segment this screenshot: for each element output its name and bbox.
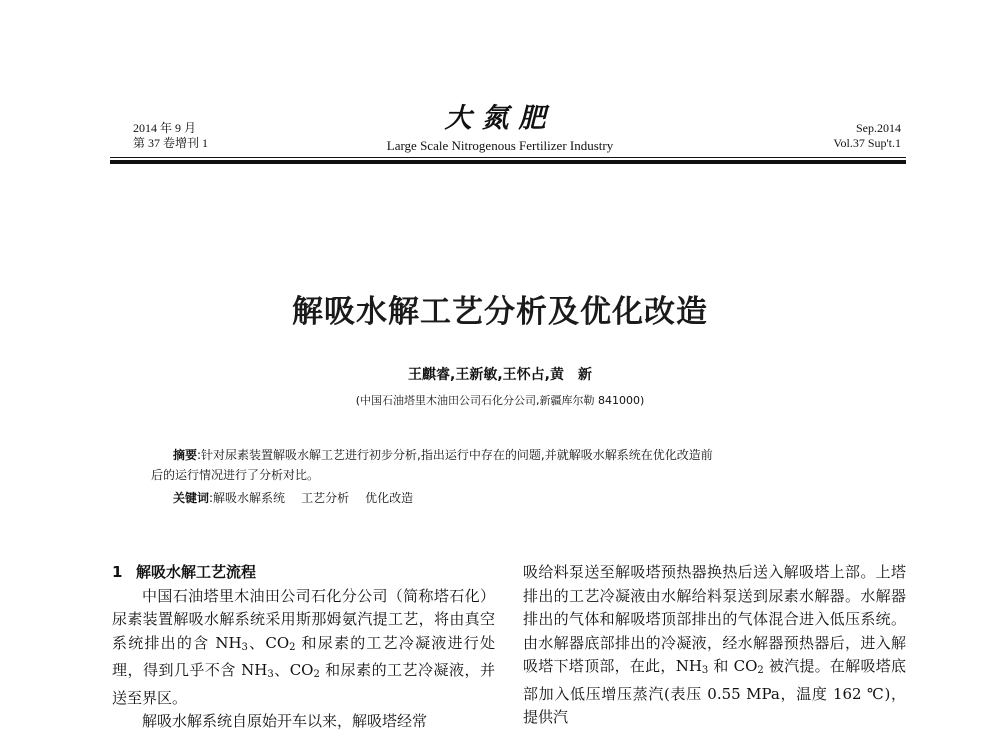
- volume-cn: 第 37 卷增刊 1: [133, 136, 209, 150]
- volume-en: Vol.37 Sup't.1: [833, 136, 901, 150]
- abstract-block: [151, 445, 871, 508]
- keyword-1: :解吸水解系统: [209, 491, 286, 505]
- abstract-text-1: :针对尿素装置解吸水解工艺进行初步分析,指出运行中存在的问题,并就解吸水解系统在优化改造前: [197, 448, 713, 462]
- issue-date-cn: 2014 年 9 月: [133, 121, 197, 135]
- body-paragraph-1: 中国石油塔里木油田公司石化分公司（简称塔石化）尿素装置解吸水解系统采用斯那姆氨汽提工艺，将由真空系统排出的含 $NH_3$、$CO_2$ 和尿素的工艺冷凝液进行处理，得到几乎不含 $NH_3$、$CO_2$ 和尿素的工艺冷凝液，并送至界区。: [112, 586, 495, 707]
- abstract-line-1: [151, 445, 871, 465]
- section-title: 解吸水解工艺流程: [136, 563, 257, 581]
- header-rule-thick: [110, 160, 906, 164]
- abstract-text-2: 后的运行情况进行了分析对比。: [151, 468, 320, 482]
- header-rule-thin: [110, 157, 906, 158]
- author-list: 王麒睿,王新敏,王怀占,黄 新: [408, 367, 592, 383]
- section-heading: [112, 561, 495, 585]
- keyword-3: 优化改造: [365, 491, 414, 505]
- affiliation: (中国石油塔里木油田公司石化分公司,新疆库尔勒 841000): [355, 394, 645, 407]
- keyword-2: 工艺分析: [301, 491, 350, 505]
- body-column-left: [112, 561, 495, 734]
- body-paragraph-right: 吸给料泵送至解吸塔预热器换热后送入解吸塔上部。上塔排出的工艺冷凝液由水解给料泵送到尿素水解器。水解器排出的气体和解吸塔顶部排出的气体混合进入低压系统。由水解器底部排出的冷凝液，经水解器预热器后，进入解吸塔下塔顶部，在此，$NH_3$ 和 $CO_2$ 被汽提。在解吸塔底部加入低压增压蒸汽(表压 0.55 MPa，温度 162 ℃)，提供汽: [523, 563, 906, 726]
- abstract-label: 摘要: [173, 448, 198, 462]
- header-right: [833, 121, 901, 151]
- paper-title: 解吸水解工艺分析及优化改造: [292, 294, 708, 330]
- issue-date-en: Sep.2014: [856, 121, 901, 135]
- journal-name-en: Large Scale Nitrogenous Fertilizer Industry: [386, 138, 614, 153]
- keywords-label: 关键词: [173, 491, 210, 505]
- body-column-right: [523, 561, 906, 730]
- section-number: 1: [112, 563, 123, 581]
- journal-name-cn: 大氮肥: [444, 103, 556, 134]
- body-paragraph-2: 解吸水解系统自原始开车以来，解吸塔经常: [142, 712, 428, 730]
- keywords-line: [151, 488, 871, 508]
